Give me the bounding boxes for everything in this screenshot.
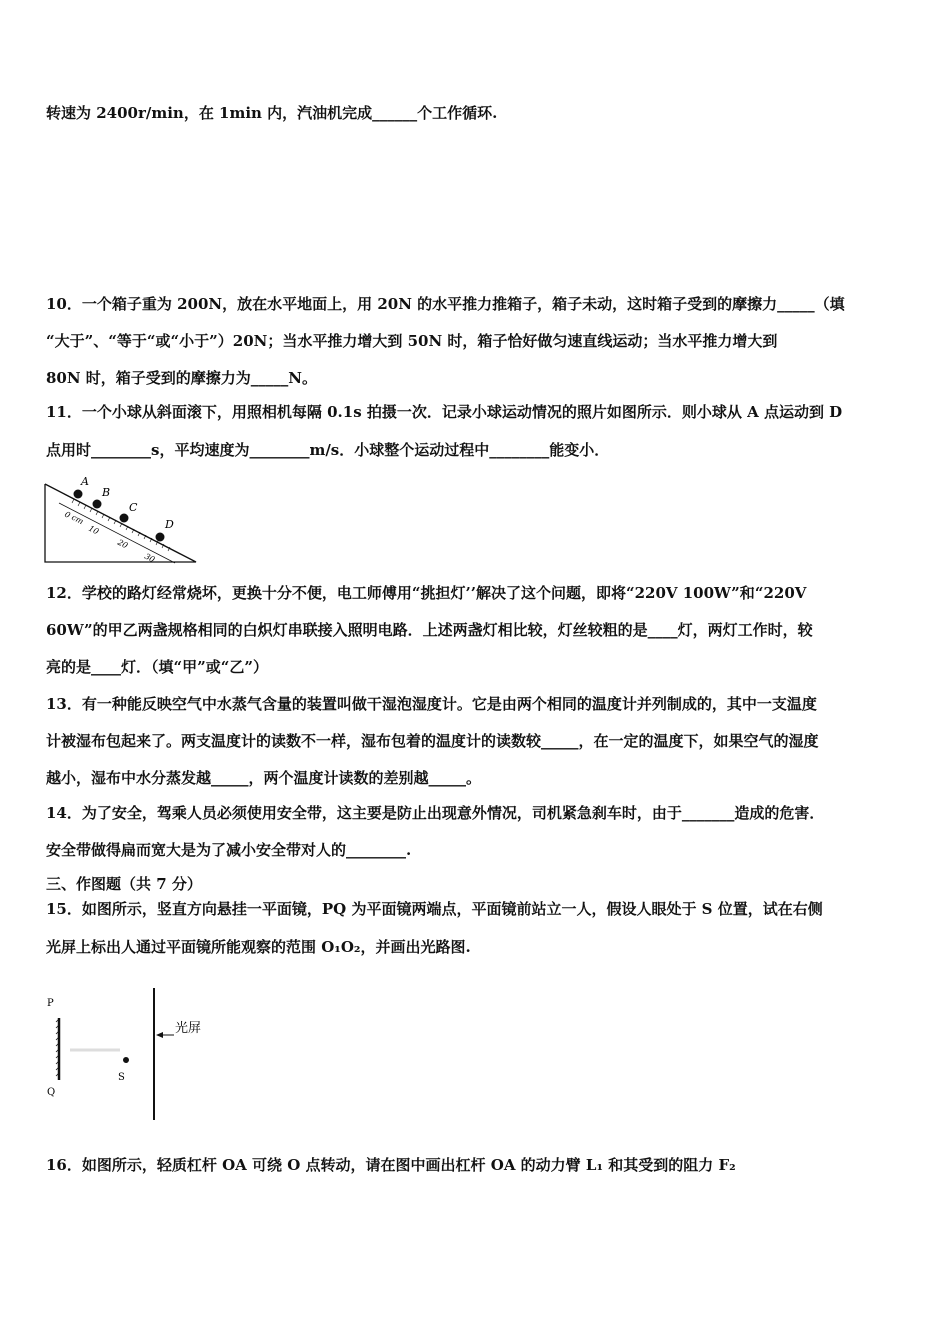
q11-line-1: 11．一个小球从斜面滚下，用照相机每隔 0.1s 拍摄一次．记录小球运动情况的照片如图所示．则小球从 A 点运动到 D — [46, 403, 843, 421]
label-screen: 光屏 — [175, 1021, 202, 1036]
label-s: S — [118, 1072, 125, 1083]
q11-line-2: 点用时________s，平均速度为________m/s．小球整个运动过程中________能变小． — [46, 441, 610, 459]
q12-line-3: 亮的是____灯．（填“甲”或“乙”） — [46, 658, 269, 676]
incline-ruler-figure — [40, 472, 210, 567]
ball-c — [120, 514, 129, 523]
ball-a — [74, 490, 83, 499]
ruler-label-10: 10 — [87, 523, 101, 537]
q13-line-3: 越小，湿布中水分蒸发越_____，两个温度计读数的差别越_____。 — [46, 769, 482, 787]
screen-arrow-head — [156, 1032, 163, 1038]
ball-b — [93, 500, 102, 509]
mirror-screen-figure — [40, 988, 240, 1128]
q13-line-1: 13．有一种能反映空气中水蒸气含量的装置叫做干湿泡湿度计。它是由两个相同的温度计并列制成的，其中一支温度 — [46, 695, 817, 713]
label-b: B — [102, 486, 111, 499]
ruler-label-30: 30 — [143, 551, 157, 565]
ruler-label-20: 20 — [116, 537, 130, 551]
label-a: A — [81, 475, 89, 488]
q13-line-2: 计被湿布包起来了。两支温度计的读数不一样，湿布包着的温度计的读数较_____，在一定的温度下，如果空气的湿度 — [46, 732, 819, 750]
label-q: Q — [47, 1087, 56, 1098]
q16-line: 16．如图所示，轻质杠杆 OA 可绕 O 点转动，请在图中画出杠杆 OA 的动力臂 L₁ 和其受到的阻力 F₂ — [46, 1156, 736, 1174]
q14-line-1: 14．为了安全，驾乘人员必须使用安全带，这主要是防止出现意外情况，司机紧急刹车时，由于_______造成的危害． — [46, 804, 825, 822]
ruler-label-cm: cm — [70, 512, 85, 527]
q9-tail-line: 转速为 2400r/min，在 1min 内，汽油机完成______个工作循环. — [46, 104, 498, 122]
ball-d — [156, 533, 165, 542]
q14-line-2: 安全带做得扁而宽大是为了减小安全带对人的________. — [46, 841, 412, 859]
plane-mirror — [56, 1018, 59, 1080]
q10-line-3: 80N 时，箱子受到的摩擦力为_____N。 — [46, 369, 318, 387]
q10-line-2: “大于”、“等于“或“小于”）20N；当水平推力增大到 50N 时，箱子恰好做匀速直线运动；当水平推力增大到 — [46, 332, 778, 350]
q15-line-1: 15．如图所示，竖直方向悬挂一平面镜，PQ 为平面镜两端点，平面镜前站立一人，假设人眼处于 S 位置，试在右侧 — [46, 900, 823, 918]
q12-line-1: 12．学校的路灯经常烧坏，更换十分不便，电工师傅用“挑担灯’’解决了这个问题，即将“220V 100W”和“220V — [46, 584, 807, 602]
q12-line-2: 60W”的甲乙两盏规格相同的白炽灯串联接入照明电路．上述两盏灯相比较，灯丝较粗的是____灯，两灯工作时，较 — [46, 621, 813, 639]
label-d: D — [165, 518, 174, 531]
q15-line-2: 光屏上标出人通过平面镜所能观察的范围 O₁O₂，并画出光路图. — [46, 938, 471, 956]
ruler — [59, 494, 180, 564]
label-p: P — [47, 998, 54, 1009]
eye-point-s — [123, 1057, 129, 1063]
section-3-heading: 三、作图题（共 7 分） — [46, 875, 202, 893]
ruler-label-0: 0 — [63, 509, 72, 521]
q10-line-1: 10．一个箱子重为 200N，放在水平地面上，用 20N 的水平推力推箱子，箱子未动，这时箱子受到的摩擦力_____（填 — [46, 295, 845, 313]
label-c: C — [129, 501, 138, 514]
